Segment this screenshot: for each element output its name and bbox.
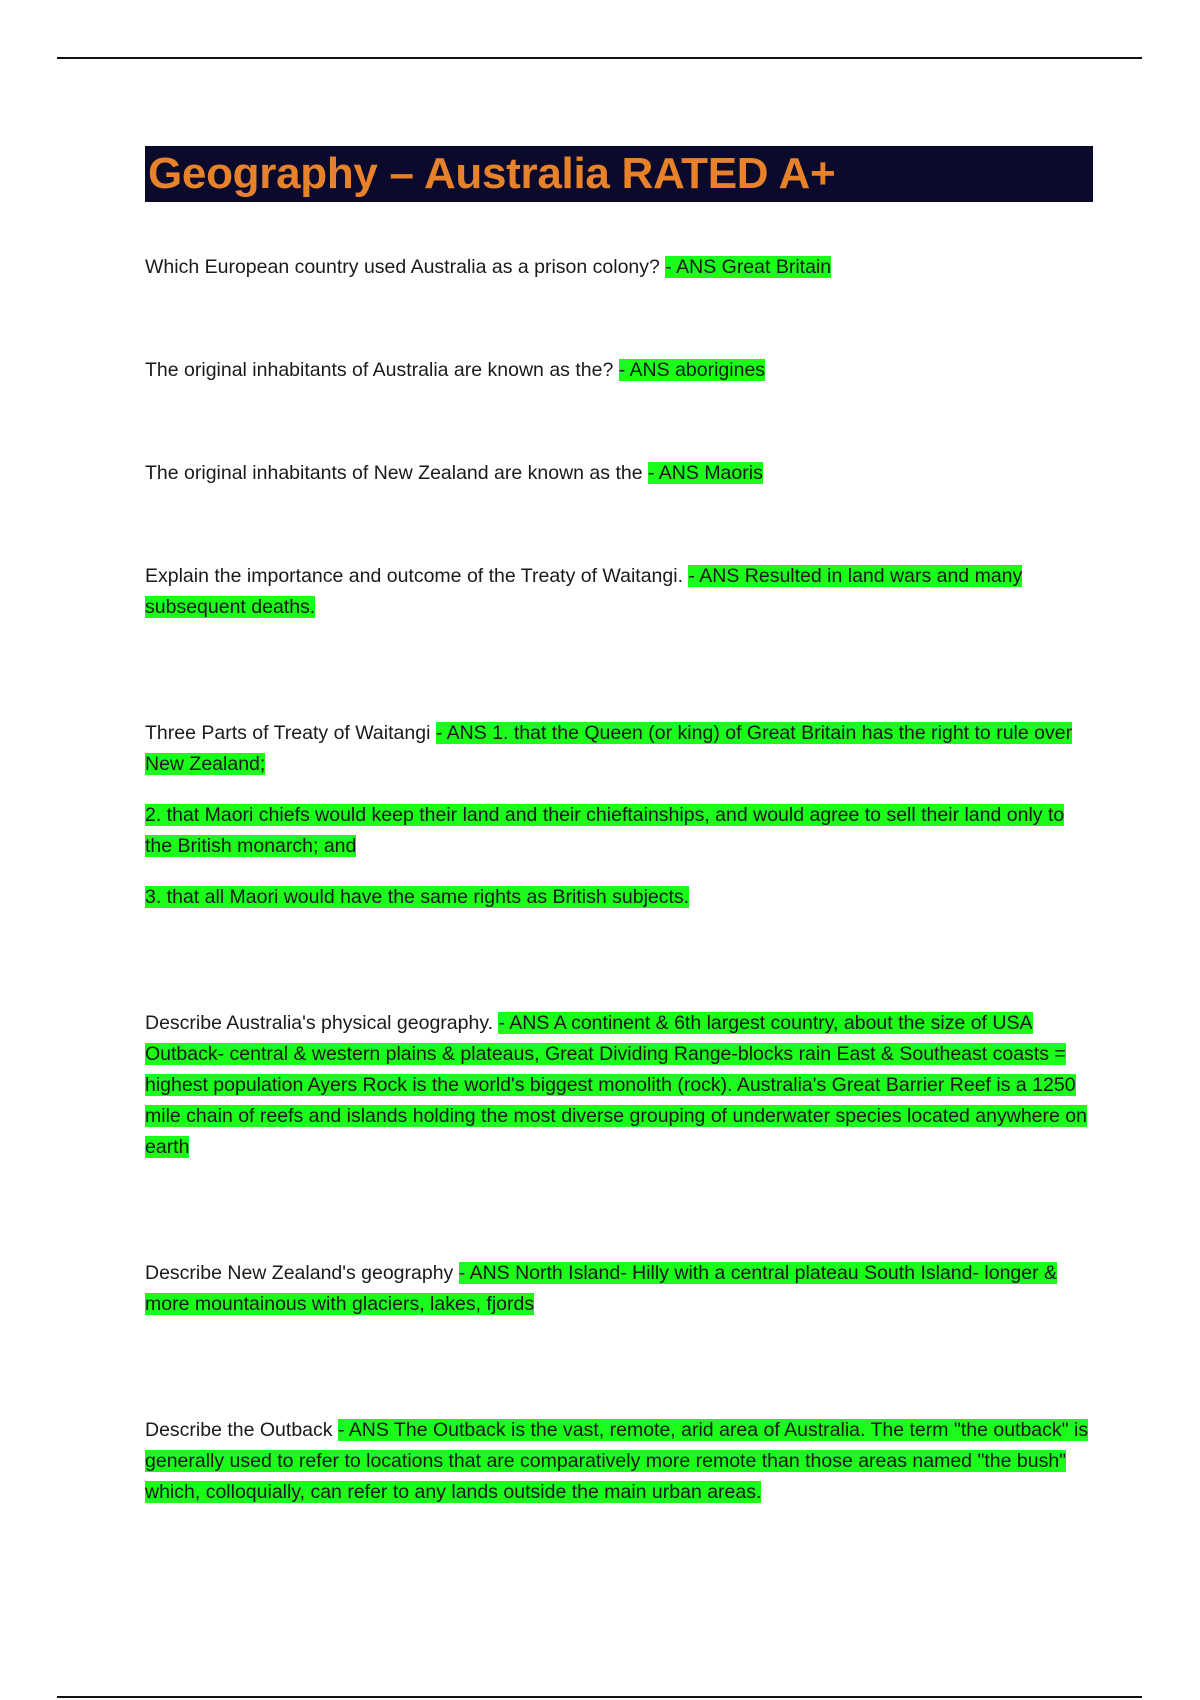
qa-item-6: [145, 1008, 1093, 1163]
title-banner: [145, 146, 1093, 202]
question-text: The original inhabitants of Australia are known as the?: [145, 359, 614, 381]
question-text: Describe Australia's physical geography.: [145, 1012, 494, 1034]
qa-item-5-part-3: [145, 882, 1093, 913]
qa-item-2: [145, 355, 1093, 386]
answer-continuation: 2. that Maori chiefs would keep their land and their chieftainships, and would agree to sell their land only to the British monarch; and: [145, 804, 1065, 857]
answer-text: - ANS Resulted in land wars and many subsequent deaths.: [145, 565, 1023, 618]
question-text: The original inhabitants of New Zealand are known as the: [145, 462, 643, 484]
answer-text: - ANS Great Britain: [665, 256, 832, 278]
question-text: Explain the importance and outcome of the Treaty of Waitangi.: [145, 565, 683, 587]
question-text: Describe the Outback: [145, 1419, 333, 1441]
top-rule: [57, 57, 1142, 59]
answer-text: - ANS 1. that the Queen (or king) of Great Britain has the right to rule over New Zealand;: [145, 722, 1073, 775]
bottom-rule: [57, 1696, 1142, 1698]
answer-continuation: 3. that all Maori would have the same rights as British subjects.: [145, 886, 690, 908]
qa-item-5: [145, 718, 1093, 780]
document-body: [145, 146, 1093, 1508]
page-title: Geography – Australia RATED A+: [148, 149, 836, 198]
question-text: Which European country used Australia as a prison colony?: [145, 256, 660, 278]
question-text: Three Parts of Treaty of Waitangi: [145, 722, 431, 744]
answer-text: - ANS The Outback is the vast, remote, arid area of Australia. The term "the outback" is generally used to refer to locations that are comparatively more remote than those areas named "the bush" which, colloquially, can refer to any lands outside the main urban areas.: [145, 1419, 1089, 1503]
answer-text: - ANS North Island- Hilly with a central plateau South Island- longer & more mountainous with glaciers, lakes, fjords: [145, 1262, 1058, 1315]
answer-text: - ANS A continent & 6th largest country, about the size of USA Outback- central & western plains & plateaus, Great Dividing Range-blocks rain East & Southeast coasts = highest population Ayers Rock is the world's biggest monolith (rock). Australia's Great Barrier Reef is a 1250 mile chain of reefs and islands holding the most diverse grouping of underwater species located anywhere on earth: [145, 1012, 1087, 1158]
qa-item-4: [145, 561, 1093, 623]
answer-text: - ANS aborigines: [618, 359, 766, 381]
answer-text: - ANS Maoris: [647, 462, 763, 484]
qa-item-1: [145, 252, 1093, 283]
question-text: Describe New Zealand's geography: [145, 1262, 454, 1284]
qa-item-7: [145, 1258, 1093, 1320]
qa-item-5-part-2: [145, 800, 1093, 862]
qa-item-3: [145, 458, 1093, 489]
qa-item-8: [145, 1415, 1093, 1508]
